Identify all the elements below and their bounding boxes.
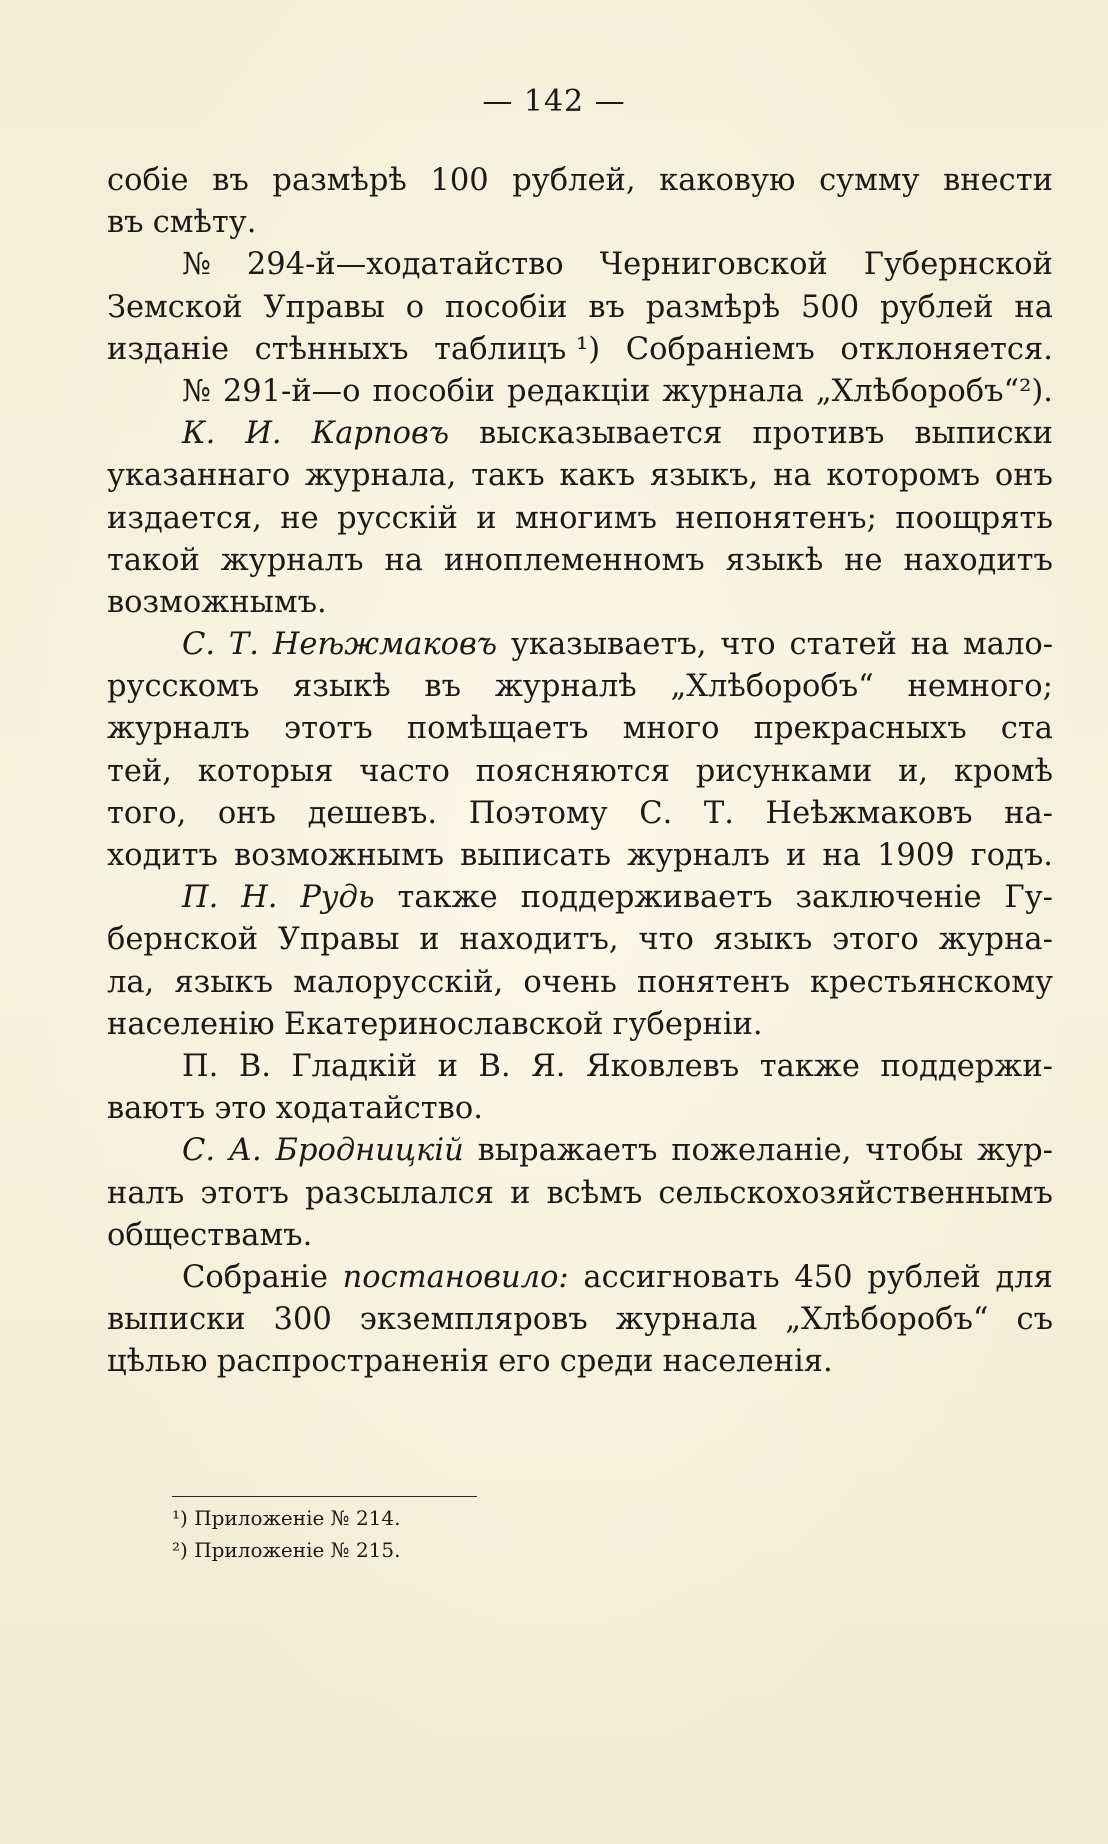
text-word: и — [510, 1175, 531, 1211]
text-word: 100 — [430, 163, 489, 198]
text-word: понятенъ — [636, 964, 790, 1000]
text-word: Н. — [241, 880, 278, 916]
text-word: и — [476, 500, 497, 536]
text-word: рисунками — [695, 753, 873, 789]
text-word: рублей — [867, 1259, 981, 1295]
text-word: редакціи — [507, 373, 651, 409]
text-word: непонятенъ; — [675, 500, 877, 536]
text-word: находитъ — [903, 542, 1053, 578]
text-word: выписать — [460, 838, 612, 873]
text-word: Собраніемъ — [625, 331, 815, 367]
text-word: пособіи — [372, 373, 496, 409]
text-word: такой — [107, 542, 200, 578]
text-word: малорусскій, — [293, 964, 504, 1000]
text-word: рублей, — [512, 163, 636, 198]
text-word: на — [910, 627, 950, 663]
text-word: языкѣ — [725, 542, 824, 578]
text-word: заключеніе — [795, 880, 982, 916]
text-word: противъ — [752, 416, 885, 452]
text-word: А. — [228, 1133, 262, 1169]
text-line — [107, 160, 1053, 202]
text-line — [107, 413, 1053, 455]
text-word: выписки — [107, 1302, 246, 1338]
text-line — [107, 1257, 1053, 1299]
text-word: Бродницкій — [275, 1133, 464, 1169]
text-word: бернской — [107, 922, 259, 958]
text-word: К. — [182, 416, 216, 452]
text-word: обществамъ. — [107, 1217, 313, 1253]
text-word: и — [786, 838, 807, 873]
text-word: сельскохозяйственнымъ — [658, 1175, 1053, 1211]
text-line — [107, 835, 1053, 877]
text-word: 300 — [273, 1302, 332, 1338]
text-word: мало- — [963, 627, 1053, 663]
text-word: пособіи — [444, 289, 568, 325]
text-line — [107, 202, 1053, 244]
text-word: съ — [1016, 1302, 1053, 1338]
text-word: указываетъ, — [510, 627, 707, 663]
text-word: Черниговской — [599, 247, 828, 283]
text-word: и — [419, 922, 440, 958]
text-word: жур- — [977, 1133, 1053, 1169]
text-word: Гладкій — [291, 1048, 418, 1084]
text-word: того, — [107, 795, 187, 831]
text-word: возможнымъ — [234, 838, 445, 873]
text-word: языкъ, — [649, 458, 759, 494]
text-word: для — [995, 1259, 1053, 1295]
text-word: Гу- — [1004, 880, 1053, 916]
text-word: не — [844, 542, 883, 578]
text-line — [107, 877, 1053, 919]
text-word: Т. — [703, 795, 734, 831]
text-word: С. — [182, 627, 216, 663]
page-number: — 142 — — [482, 84, 626, 119]
text-word: также — [397, 880, 498, 916]
text-word: въ — [588, 289, 625, 325]
text-word: Я. — [531, 1048, 566, 1084]
text-word: ходитъ — [107, 838, 218, 873]
text-word: выражаетъ — [477, 1133, 658, 1169]
text-word: каковую — [659, 163, 796, 198]
footnote-1-mark: ¹) — [172, 1506, 188, 1530]
text-word: размѣрѣ — [645, 289, 781, 325]
text-line — [107, 1088, 1053, 1130]
text-line — [107, 666, 1053, 708]
text-word: смѣту. — [152, 205, 257, 241]
text-word: что — [638, 922, 694, 958]
text-word: крестьянскому — [810, 964, 1053, 1000]
text-line — [107, 624, 1053, 666]
text-word: о — [405, 289, 425, 325]
text-word: П. — [182, 1048, 219, 1084]
text-word: на — [384, 542, 424, 578]
text-line — [107, 751, 1053, 793]
text-line — [107, 919, 1053, 961]
text-word: его — [498, 1344, 551, 1380]
text-word: цѣлью — [107, 1344, 208, 1380]
text-word: въ — [107, 205, 144, 241]
text-word: „Хлѣборобъ“ — [785, 1302, 989, 1338]
text-word: журнала, — [305, 458, 457, 494]
text-word: такъ — [471, 458, 545, 494]
text-word: немного; — [907, 669, 1053, 705]
text-word: С. — [639, 795, 673, 831]
text-word: журнала — [615, 1302, 758, 1338]
text-word: журналъ — [107, 711, 250, 747]
text-word: журналъ — [220, 542, 364, 578]
text-word: Карповъ — [311, 416, 450, 452]
text-word: № — [182, 373, 211, 409]
text-word: годъ. — [970, 838, 1053, 873]
text-word: Екатеринославской — [283, 1006, 604, 1042]
text-line — [107, 1046, 1053, 1088]
text-word: на- — [1004, 795, 1053, 831]
text-word: С. — [182, 1133, 216, 1169]
text-word: В. — [238, 1048, 271, 1084]
text-word: собіе — [107, 163, 189, 198]
text-word: языкѣ — [293, 669, 391, 705]
text-word: стѣнныхъ — [254, 331, 409, 367]
text-word: много — [622, 711, 720, 747]
text-word: журна- — [938, 922, 1053, 958]
text-word: выписки — [914, 416, 1053, 452]
text-word: статей — [789, 627, 897, 663]
footnote-2-text: Приложеніе № 215. — [194, 1538, 401, 1562]
text-word: ассигновать — [583, 1259, 780, 1295]
text-line — [107, 371, 1053, 413]
text-line — [107, 708, 1053, 750]
text-word: онъ — [994, 458, 1053, 494]
text-word: пожеланіе, — [671, 1133, 852, 1169]
text-word: кромѣ — [953, 753, 1053, 789]
text-word: журналѣ — [494, 669, 637, 705]
text-word: среди — [559, 1344, 654, 1380]
text-word: часто — [359, 753, 450, 789]
text-line — [107, 498, 1053, 540]
text-word: на — [822, 838, 861, 873]
text-word: этотъ — [284, 711, 373, 747]
text-word: 1909 — [877, 838, 955, 873]
text-word: рублей — [880, 289, 994, 325]
text-word: № — [182, 247, 211, 283]
text-word: Яковлевъ — [585, 1048, 740, 1084]
text-word: журнала — [662, 373, 804, 409]
footnote-1-text: Приложеніе № 214. — [194, 1506, 401, 1530]
text-word: „Хлѣборобъ“²). — [815, 373, 1053, 409]
text-word: размѣрѣ — [272, 163, 407, 198]
text-word: разсылался — [305, 1175, 494, 1211]
text-word: губерніи. — [612, 1006, 763, 1042]
text-word: П. — [182, 880, 219, 916]
footnote-2-mark: ²) — [172, 1538, 188, 1562]
text-word: 450 — [794, 1259, 853, 1295]
text-word: В. — [478, 1048, 511, 1084]
text-word: этого — [832, 922, 919, 958]
text-word: поощрять — [895, 500, 1053, 536]
text-word: не — [280, 500, 319, 536]
text-word: онъ — [217, 795, 276, 831]
text-word: въ — [212, 163, 249, 198]
text-word: также — [759, 1048, 860, 1084]
text-word: въ — [424, 669, 461, 705]
text-line — [107, 244, 1053, 286]
text-word: на — [1014, 289, 1053, 325]
text-word: Неѣжмаковъ — [765, 795, 973, 831]
text-word: экземпляровъ — [359, 1302, 588, 1338]
text-word: постановило: — [342, 1259, 569, 1295]
text-line — [107, 962, 1053, 1004]
text-line — [107, 1299, 1053, 1341]
text-word: „Хлѣборобъ“ — [670, 669, 874, 705]
text-line — [107, 1173, 1053, 1215]
text-line — [107, 793, 1053, 835]
text-line — [107, 540, 1053, 582]
text-word: высказывается — [479, 416, 723, 452]
text-word: русскомъ — [107, 669, 260, 705]
text-line — [107, 582, 1053, 624]
text-word: 294-й—ходатайство — [246, 247, 564, 283]
text-word: на — [773, 458, 812, 494]
text-word: журналъ — [627, 838, 770, 873]
text-word: ходатайство. — [275, 1091, 483, 1127]
text-word: какъ — [559, 458, 636, 494]
text-word: всѣмъ — [546, 1175, 643, 1211]
text-word: Рудь — [300, 880, 375, 916]
text-word: находитъ, — [459, 922, 619, 958]
text-word: очень — [523, 964, 617, 1000]
text-word: таблицъ ¹) — [434, 331, 601, 367]
text-word: которыя — [197, 753, 334, 789]
text-word: Неѣжмаковъ — [272, 627, 498, 663]
text-word: сумму — [819, 163, 920, 198]
text-word: ла, — [107, 964, 155, 1000]
text-word: и, — [898, 753, 929, 789]
text-word: Управы — [277, 922, 400, 958]
text-word: Собраніе — [182, 1259, 328, 1295]
text-word: распространенія — [216, 1344, 490, 1380]
text-word: налъ — [107, 1175, 185, 1211]
text-word: прекрасныхъ — [753, 711, 967, 747]
text-word: этотъ — [200, 1175, 289, 1211]
text-word: указаннаго — [107, 458, 291, 494]
text-word: населенію — [107, 1006, 275, 1042]
text-word: возможнымъ. — [107, 584, 327, 620]
text-word: это — [214, 1091, 267, 1127]
text-word: Земской — [107, 289, 243, 325]
footnote-2 — [172, 1534, 872, 1566]
text-word: что — [720, 627, 776, 663]
text-line — [107, 1215, 1053, 1257]
footnotes — [172, 1502, 872, 1566]
text-word: которомъ — [826, 458, 981, 494]
text-word: отклоняется. — [840, 331, 1053, 367]
text-word: языкъ — [174, 964, 273, 1000]
text-line — [107, 287, 1053, 329]
text-word: помѣщаетъ — [406, 711, 589, 747]
footnote-1 — [172, 1502, 872, 1534]
text-word: внести — [943, 163, 1053, 198]
text-word: Губернской — [863, 247, 1053, 283]
text-word: поддерживаетъ — [520, 880, 773, 916]
text-line — [107, 1341, 1053, 1383]
text-word: изданіе — [107, 331, 230, 367]
text-word: тей, — [107, 753, 172, 789]
footnote-rule — [172, 1496, 477, 1497]
text-word: Поэтому — [468, 795, 608, 831]
text-word: поддержи- — [880, 1048, 1053, 1084]
text-word: многимъ — [515, 500, 657, 536]
body-text — [107, 160, 1053, 1383]
text-word: русскій — [337, 500, 458, 536]
text-word: и — [437, 1048, 458, 1084]
text-line — [107, 1130, 1053, 1172]
text-word: иноплеменномъ — [443, 542, 705, 578]
text-line — [107, 329, 1053, 371]
text-line — [107, 1004, 1053, 1046]
text-word: ста — [1000, 711, 1053, 747]
text-word: языкъ — [713, 922, 813, 958]
text-word: чтобы — [865, 1133, 964, 1169]
text-word: 500 — [800, 289, 860, 325]
text-word: Т. — [228, 627, 259, 663]
text-word: поясняются — [475, 753, 671, 789]
text-word: населенія. — [662, 1344, 833, 1380]
text-word: И. — [245, 416, 282, 452]
text-word: Управы — [263, 289, 385, 325]
text-word: издается, — [107, 500, 262, 536]
text-line — [107, 455, 1053, 497]
text-word: дешевъ. — [307, 795, 438, 831]
text-word: 291-й—о — [222, 373, 361, 409]
text-word: ваютъ — [107, 1091, 206, 1127]
